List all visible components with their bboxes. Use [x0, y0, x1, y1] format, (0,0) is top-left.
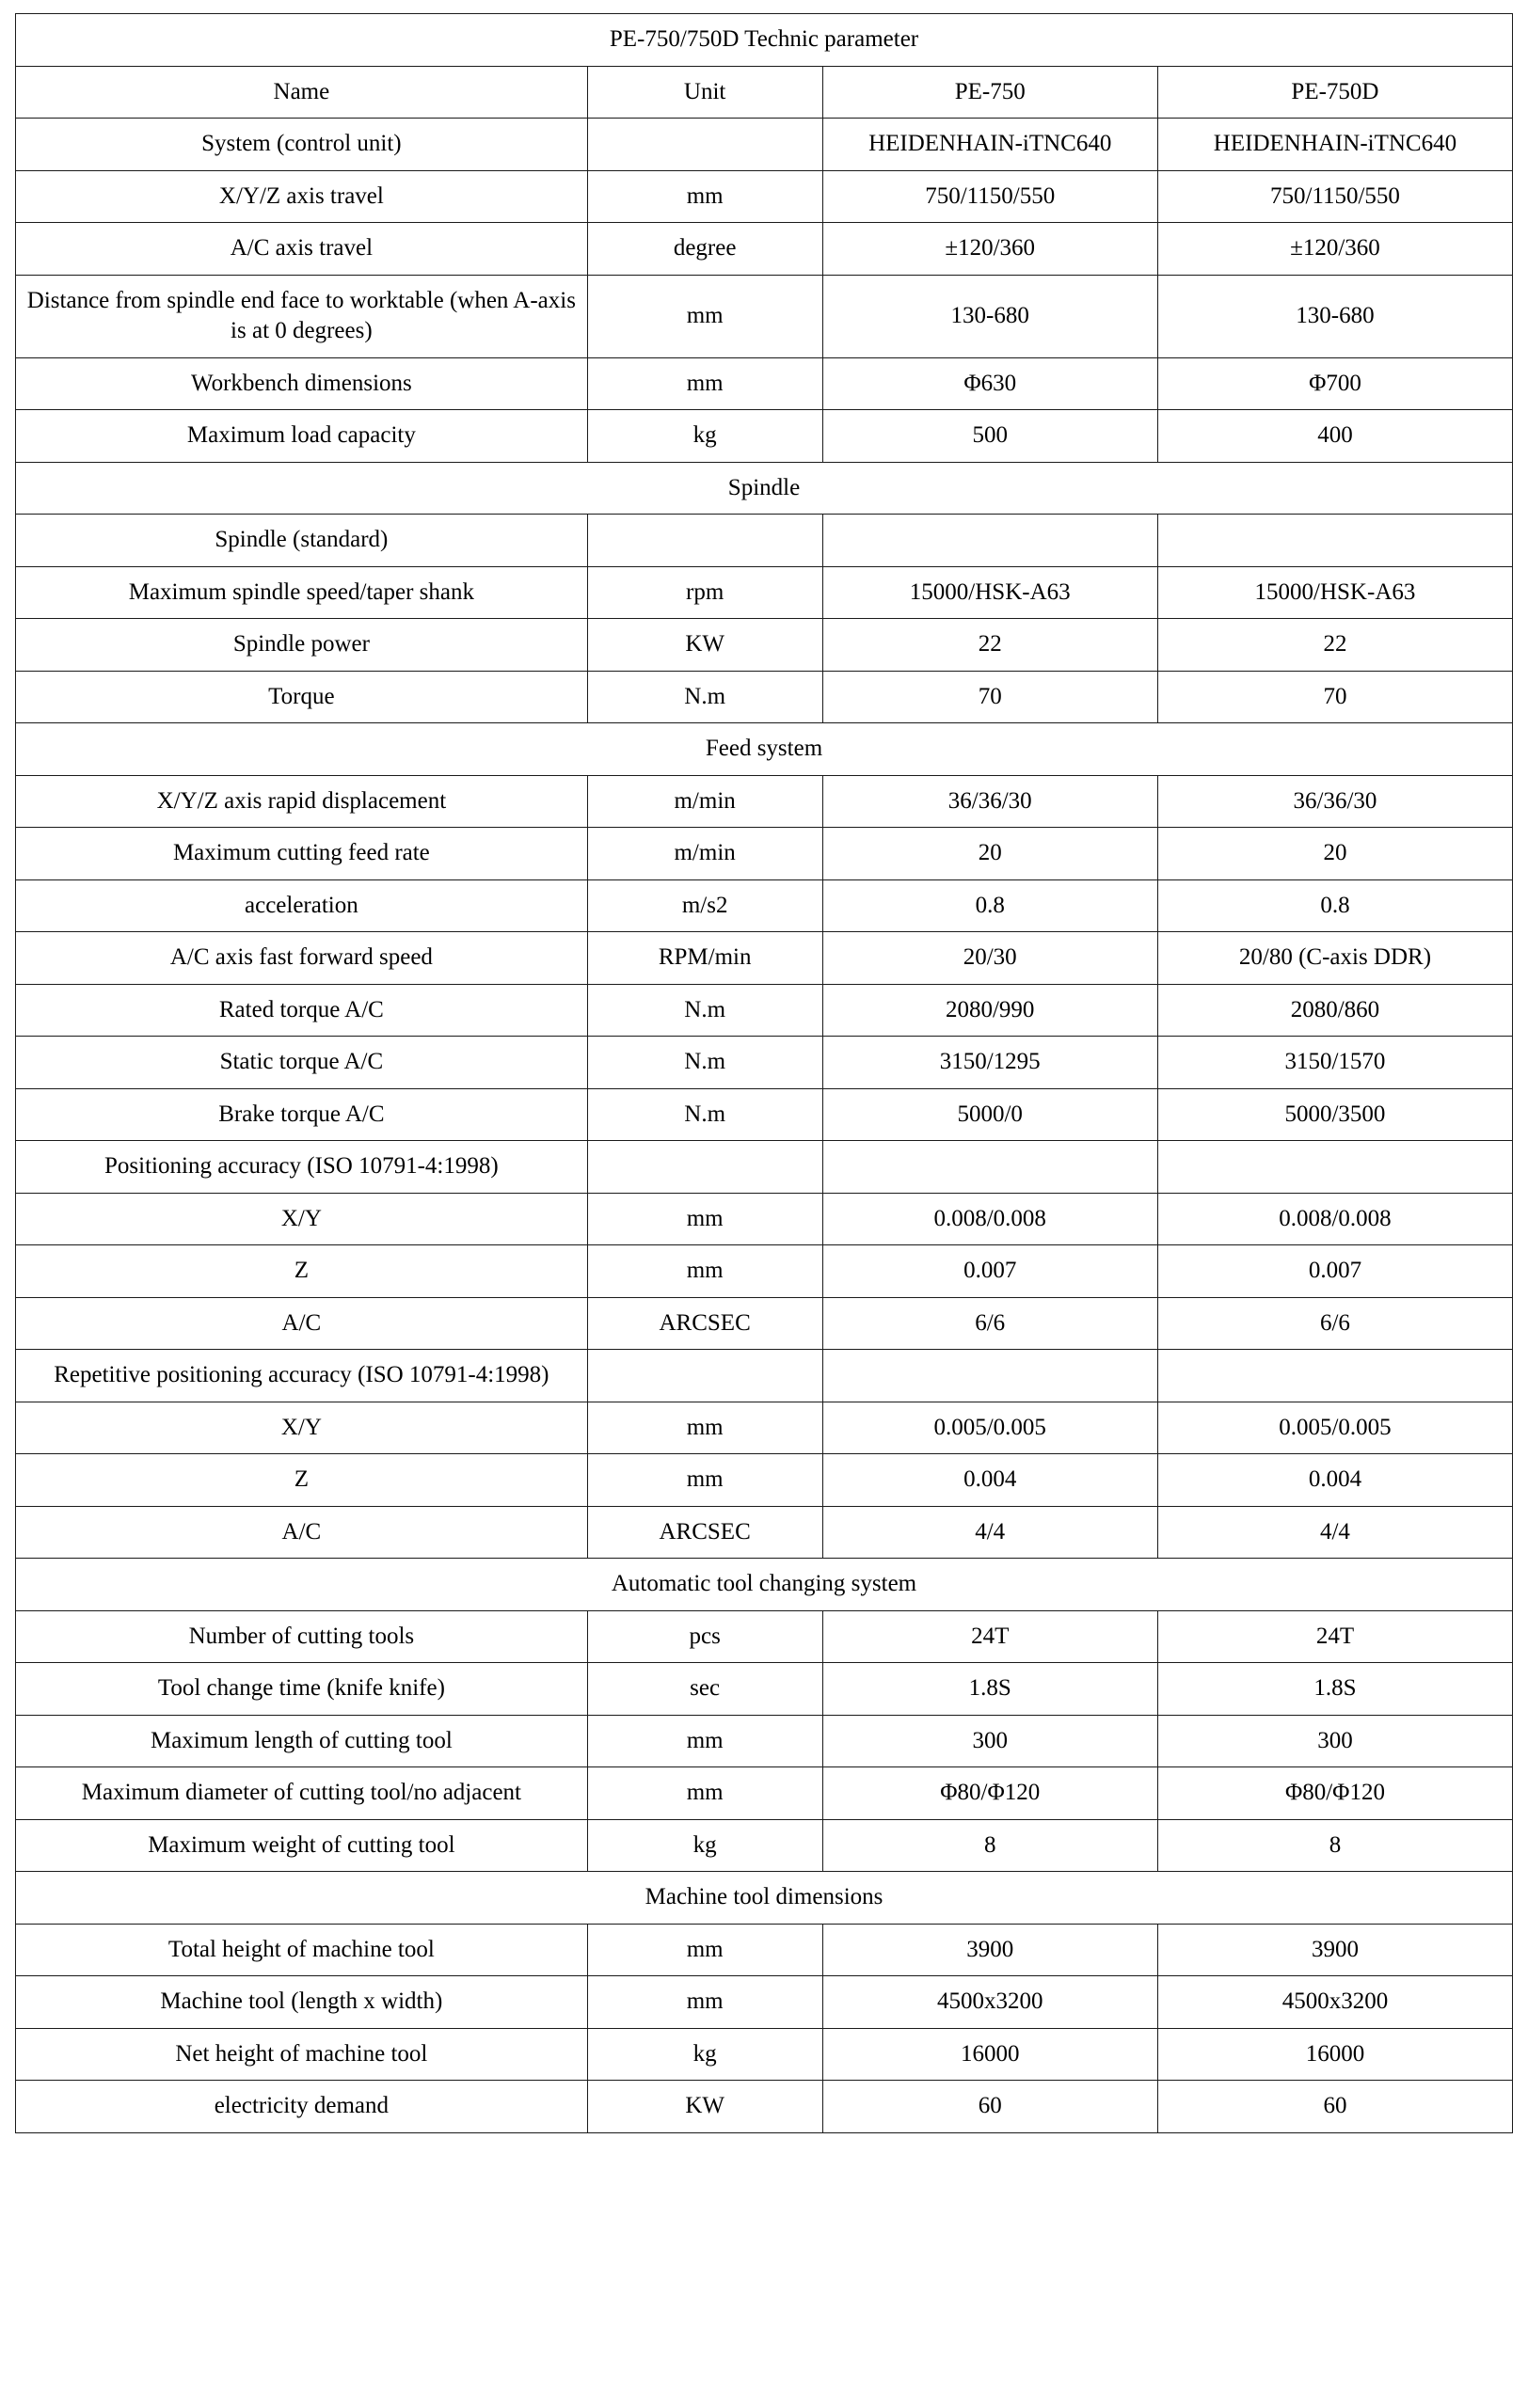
cell-parameter-name: Spindle (standard) [16, 515, 588, 567]
cell-value-pe750: 300 [822, 1715, 1157, 1767]
cell-parameter-name: Maximum length of cutting tool [16, 1715, 588, 1767]
cell-parameter-name: Brake torque A/C [16, 1088, 588, 1141]
cell-unit: pcs [587, 1610, 822, 1663]
section-header-row [16, 723, 1513, 776]
cell-unit: KW [587, 2081, 822, 2133]
cell-parameter-name: Maximum diameter of cutting tool/no adjacent [16, 1767, 588, 1820]
table-row [16, 1610, 1513, 1663]
cell-value-pe750d: 5000/3500 [1157, 1088, 1512, 1141]
cell-unit: RPM/min [587, 932, 822, 985]
cell-value-pe750d: 16000 [1157, 2028, 1512, 2081]
cell-parameter-name: Z [16, 1454, 588, 1507]
cell-value-pe750d: 24T [1157, 1610, 1512, 1663]
column-header-unit: Unit [587, 66, 822, 119]
cell-parameter-name: Repetitive positioning accuracy (ISO 10791-4:1998) [16, 1350, 588, 1402]
cell-parameter-name: electricity demand [16, 2081, 588, 2133]
cell-parameter-name: Torque [16, 671, 588, 723]
table-row [16, 566, 1513, 619]
cell-value-pe750: 2080/990 [822, 984, 1157, 1037]
cell-value-pe750: 3150/1295 [822, 1037, 1157, 1089]
table-title: PE-750/750D Technic parameter [16, 14, 1513, 67]
table-row [16, 410, 1513, 463]
cell-value-pe750 [822, 1350, 1157, 1402]
column-header-pe750: PE-750 [822, 66, 1157, 119]
cell-unit [587, 515, 822, 567]
cell-unit: N.m [587, 984, 822, 1037]
cell-unit: degree [587, 223, 822, 276]
cell-parameter-name: A/C axis travel [16, 223, 588, 276]
section-header-label: Automatic tool changing system [16, 1559, 1513, 1611]
cell-value-pe750d: 0.8 [1157, 879, 1512, 932]
cell-value-pe750: 0.8 [822, 879, 1157, 932]
cell-parameter-name: Maximum cutting feed rate [16, 828, 588, 880]
table-title-row [16, 14, 1513, 67]
cell-unit: m/s2 [587, 879, 822, 932]
cell-parameter-name: Positioning accuracy (ISO 10791-4:1998) [16, 1141, 588, 1194]
cell-parameter-name: X/Y/Z axis rapid displacement [16, 775, 588, 828]
table-row [16, 879, 1513, 932]
cell-unit: m/min [587, 775, 822, 828]
table-row [16, 932, 1513, 985]
cell-value-pe750: 0.005/0.005 [822, 1402, 1157, 1454]
cell-value-pe750d: 750/1150/550 [1157, 170, 1512, 223]
section-header-row [16, 462, 1513, 515]
section-header-label: Feed system [16, 723, 1513, 776]
cell-value-pe750d: ±120/360 [1157, 223, 1512, 276]
cell-unit: mm [587, 275, 822, 357]
cell-unit [587, 1350, 822, 1402]
cell-value-pe750d: 8 [1157, 1819, 1512, 1872]
cell-unit: N.m [587, 671, 822, 723]
section-header-row [16, 1872, 1513, 1925]
cell-unit: mm [587, 357, 822, 410]
cell-value-pe750d: 15000/HSK-A63 [1157, 566, 1512, 619]
cell-value-pe750: 22 [822, 619, 1157, 672]
cell-value-pe750: 500 [822, 410, 1157, 463]
cell-parameter-name: A/C axis fast forward speed [16, 932, 588, 985]
cell-unit: N.m [587, 1037, 822, 1089]
cell-parameter-name: acceleration [16, 879, 588, 932]
table-row [16, 1715, 1513, 1767]
table-row [16, 1141, 1513, 1194]
cell-unit: mm [587, 1767, 822, 1820]
cell-value-pe750d: HEIDENHAIN-iTNC640 [1157, 119, 1512, 171]
cell-parameter-name: X/Y/Z axis travel [16, 170, 588, 223]
cell-value-pe750d: Φ700 [1157, 357, 1512, 410]
table-row [16, 1819, 1513, 1872]
cell-value-pe750d: 0.004 [1157, 1454, 1512, 1507]
table-row [16, 223, 1513, 276]
cell-parameter-name: Rated torque A/C [16, 984, 588, 1037]
table-row [16, 1088, 1513, 1141]
table-row [16, 1976, 1513, 2029]
cell-unit: KW [587, 619, 822, 672]
cell-value-pe750: 4/4 [822, 1506, 1157, 1559]
cell-parameter-name: A/C [16, 1506, 588, 1559]
table-body [16, 14, 1513, 2133]
cell-unit: mm [587, 1924, 822, 1976]
table-row [16, 1924, 1513, 1976]
cell-value-pe750: 60 [822, 2081, 1157, 2133]
cell-value-pe750: 70 [822, 671, 1157, 723]
cell-unit: mm [587, 1193, 822, 1245]
table-row [16, 1193, 1513, 1245]
cell-parameter-name: Maximum load capacity [16, 410, 588, 463]
table-row [16, 1454, 1513, 1507]
cell-value-pe750d [1157, 1141, 1512, 1194]
section-header-row [16, 1559, 1513, 1611]
cell-value-pe750d: 1.8S [1157, 1663, 1512, 1716]
cell-value-pe750: 130-680 [822, 275, 1157, 357]
cell-value-pe750: 16000 [822, 2028, 1157, 2081]
cell-value-pe750 [822, 515, 1157, 567]
cell-value-pe750: ±120/360 [822, 223, 1157, 276]
cell-parameter-name: A/C [16, 1297, 588, 1350]
cell-parameter-name: Total height of machine tool [16, 1924, 588, 1976]
cell-parameter-name: X/Y [16, 1402, 588, 1454]
cell-parameter-name: Net height of machine tool [16, 2028, 588, 2081]
cell-value-pe750: 20/30 [822, 932, 1157, 985]
cell-value-pe750: 24T [822, 1610, 1157, 1663]
cell-unit: kg [587, 410, 822, 463]
cell-value-pe750: 0.008/0.008 [822, 1193, 1157, 1245]
cell-unit: kg [587, 1819, 822, 1872]
table-row [16, 1037, 1513, 1089]
cell-value-pe750: 5000/0 [822, 1088, 1157, 1141]
table-row [16, 775, 1513, 828]
table-row [16, 170, 1513, 223]
column-header-pe750d: PE-750D [1157, 66, 1512, 119]
cell-value-pe750: 4500x3200 [822, 1976, 1157, 2029]
cell-parameter-name: Workbench dimensions [16, 357, 588, 410]
cell-unit: rpm [587, 566, 822, 619]
cell-unit: mm [587, 1454, 822, 1507]
cell-unit: N.m [587, 1088, 822, 1141]
cell-parameter-name: Maximum spindle speed/taper shank [16, 566, 588, 619]
cell-parameter-name: Maximum weight of cutting tool [16, 1819, 588, 1872]
cell-value-pe750d: 36/36/30 [1157, 775, 1512, 828]
cell-value-pe750: HEIDENHAIN-iTNC640 [822, 119, 1157, 171]
cell-value-pe750: 0.007 [822, 1245, 1157, 1298]
cell-value-pe750: 1.8S [822, 1663, 1157, 1716]
cell-value-pe750d: 6/6 [1157, 1297, 1512, 1350]
cell-unit: ARCSEC [587, 1297, 822, 1350]
cell-parameter-name: X/Y [16, 1193, 588, 1245]
cell-unit [587, 1141, 822, 1194]
table-row [16, 671, 1513, 723]
cell-value-pe750d [1157, 515, 1512, 567]
cell-value-pe750: 36/36/30 [822, 775, 1157, 828]
section-header-label: Machine tool dimensions [16, 1872, 1513, 1925]
cell-unit: mm [587, 1976, 822, 2029]
cell-value-pe750d: 130-680 [1157, 275, 1512, 357]
cell-parameter-name: Machine tool (length x width) [16, 1976, 588, 2029]
cell-parameter-name: Spindle power [16, 619, 588, 672]
table-row [16, 2028, 1513, 2081]
cell-value-pe750d: 400 [1157, 410, 1512, 463]
cell-parameter-name: Tool change time (knife knife) [16, 1663, 588, 1716]
cell-parameter-name: Z [16, 1245, 588, 1298]
cell-value-pe750d: 3150/1570 [1157, 1037, 1512, 1089]
cell-value-pe750d [1157, 1350, 1512, 1402]
cell-value-pe750d: 4500x3200 [1157, 1976, 1512, 2029]
table-row [16, 275, 1513, 357]
cell-unit: mm [587, 170, 822, 223]
cell-value-pe750d: 0.008/0.008 [1157, 1193, 1512, 1245]
cell-value-pe750d: 300 [1157, 1715, 1512, 1767]
cell-unit: mm [587, 1715, 822, 1767]
cell-parameter-name: Static torque A/C [16, 1037, 588, 1089]
cell-value-pe750: 8 [822, 1819, 1157, 1872]
cell-unit: m/min [587, 828, 822, 880]
cell-value-pe750d: 0.005/0.005 [1157, 1402, 1512, 1454]
cell-value-pe750d: 70 [1157, 671, 1512, 723]
cell-value-pe750 [822, 1141, 1157, 1194]
cell-value-pe750d: 60 [1157, 2081, 1512, 2133]
cell-value-pe750: Φ80/Φ120 [822, 1767, 1157, 1820]
section-header-label: Spindle [16, 462, 1513, 515]
cell-unit: mm [587, 1402, 822, 1454]
cell-value-pe750: 15000/HSK-A63 [822, 566, 1157, 619]
cell-value-pe750: 20 [822, 828, 1157, 880]
cell-value-pe750: 3900 [822, 1924, 1157, 1976]
table-row [16, 1297, 1513, 1350]
cell-value-pe750d: 20/80 (C-axis DDR) [1157, 932, 1512, 985]
column-header-row [16, 66, 1513, 119]
technic-parameter-table [15, 13, 1513, 2133]
table-row [16, 1663, 1513, 1716]
table-row [16, 1245, 1513, 1298]
cell-value-pe750: 750/1150/550 [822, 170, 1157, 223]
cell-value-pe750d: 22 [1157, 619, 1512, 672]
cell-value-pe750: 6/6 [822, 1297, 1157, 1350]
cell-unit: kg [587, 2028, 822, 2081]
cell-parameter-name: Number of cutting tools [16, 1610, 588, 1663]
table-row [16, 619, 1513, 672]
table-row [16, 828, 1513, 880]
cell-value-pe750d: 0.007 [1157, 1245, 1512, 1298]
table-row [16, 1402, 1513, 1454]
cell-value-pe750: Φ630 [822, 357, 1157, 410]
cell-value-pe750d: Φ80/Φ120 [1157, 1767, 1512, 1820]
cell-parameter-name: Distance from spindle end face to worktable (when A-axis is at 0 degrees) [16, 275, 588, 357]
table-row [16, 2081, 1513, 2133]
table-row [16, 984, 1513, 1037]
table-row [16, 119, 1513, 171]
cell-parameter-name: System (control unit) [16, 119, 588, 171]
cell-unit: ARCSEC [587, 1506, 822, 1559]
cell-unit [587, 119, 822, 171]
cell-value-pe750d: 2080/860 [1157, 984, 1512, 1037]
cell-value-pe750: 0.004 [822, 1454, 1157, 1507]
table-row [16, 515, 1513, 567]
cell-value-pe750d: 4/4 [1157, 1506, 1512, 1559]
table-row [16, 1767, 1513, 1820]
table-row [16, 1506, 1513, 1559]
cell-unit: mm [587, 1245, 822, 1298]
table-row [16, 357, 1513, 410]
cell-value-pe750d: 20 [1157, 828, 1512, 880]
table-row [16, 1350, 1513, 1402]
column-header-name: Name [16, 66, 588, 119]
cell-unit: sec [587, 1663, 822, 1716]
cell-value-pe750d: 3900 [1157, 1924, 1512, 1976]
